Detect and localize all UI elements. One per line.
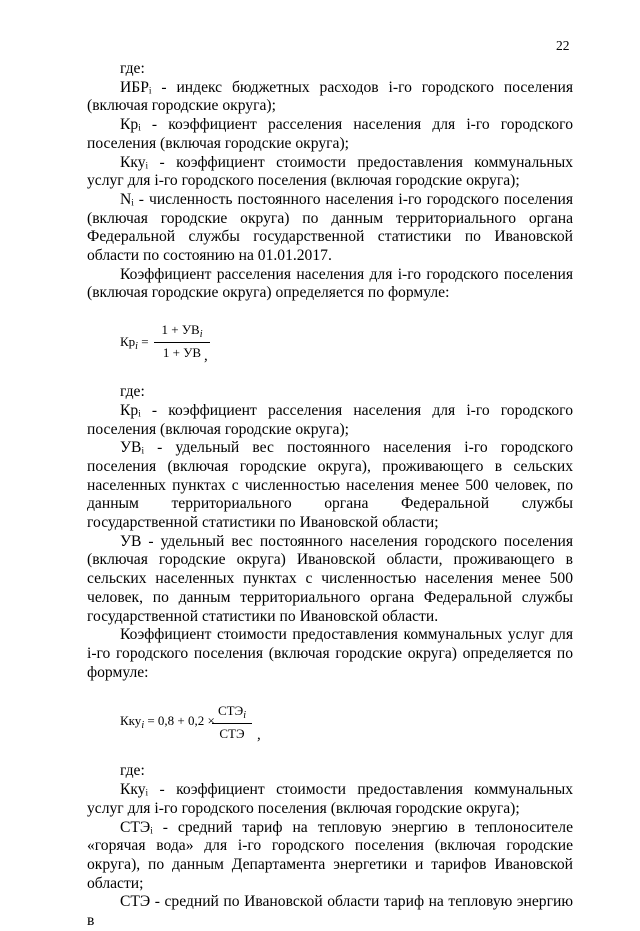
formula-kku-fraction — [212, 704, 252, 741]
definition-ibr: ИБРᵢ - индекс бюджетных расходов i-го городского поселения (включая городские округа); — [87, 78, 573, 115]
formula-intro: Коэффициент стоимости предоставления коммунальных услуг для i-го городского поселения (включая городские округа) определяется по формуле: — [87, 626, 573, 681]
formula-kku-lhs: Кку$_i$ = 0,8 + 0,2 × — [120, 713, 215, 732]
formula-kr-numerator: $1 + УВ_i$ — [161, 322, 203, 341]
formula-kku-numerator: $СТЭ_i$ — [218, 703, 246, 722]
page-number: 22 — [556, 38, 570, 53]
formula-kr-comma: , — [204, 348, 208, 365]
definition-kku: Ккуᵢ - коэффициент стоимости предоставления коммунальных услуг для i-го городского поселения (включая городские округа); — [87, 153, 573, 190]
where-label: где: — [120, 383, 145, 401]
formula-kr-denominator: 1 + УВ — [154, 342, 210, 360]
definition-kku: Ккуᵢ - коэффициент стоимости предоставления коммунальных услуг для i-го городского поселения (включая городские округа); — [87, 781, 573, 817]
definition-kr: Крᵢ - коэффициент расселения населения для i-го городского поселения (включая городские округа); — [87, 401, 573, 438]
formula-kku-comma: , — [257, 727, 261, 744]
formula-kr-fraction — [154, 323, 210, 360]
definition-uvi: УВᵢ - удельный вес постоянного населения i-го городского поселения (включая городские округа), проживающего в сельских населенных пунктах с численностью населения менее 500 человек, по данным территориального органа Федеральной службы государственной статистики по Ивановской области; — [87, 439, 573, 532]
formula-kku-denominator: СТЭ — [212, 723, 252, 741]
where-label: где: — [120, 762, 145, 780]
definition-kr: Крᵢ - коэффициент расселения населения для i-го городского поселения (включая городские округа); — [87, 116, 573, 152]
where-label: где: — [120, 60, 145, 77]
formula-intro: Коэффициент расселения населения для i-го городского поселения (включая городские округа) определяется по формуле: — [87, 265, 573, 302]
definition-ste: СТЭ - средний по Ивановской области тариф на тепловую энергию в — [87, 893, 573, 930]
formula-kr — [87, 303, 573, 383]
definition-uv: УВ - удельный вес постоянного населения городского поселения (включая городские округа) Ивановской области, проживающего в сельских населенных пунктах с численностью населения менее 500 человек, по данным территориального органа Федеральной службы государственной статистики по Ивановской области. — [87, 532, 573, 625]
formula-kr-lhs: $Кр_i$ = — [120, 334, 149, 353]
document-body — [87, 60, 573, 931]
formula-kku — [87, 682, 573, 762]
definition-stei: СТЭᵢ - средний тариф на тепловую энергию в теплоносителе «горячая вода» для i-го городского поселения (включая городские округа), по данным Департамента энергетики и тарифов Ивановской области; — [87, 818, 573, 892]
definition-n: Nᵢ - численность постоянного населения i-го городского поселения (включая городские округа) по данным территориального органа Федеральной службы государственной статистики по Ивановской области по состоянию на 01.01.2017. — [87, 190, 573, 265]
